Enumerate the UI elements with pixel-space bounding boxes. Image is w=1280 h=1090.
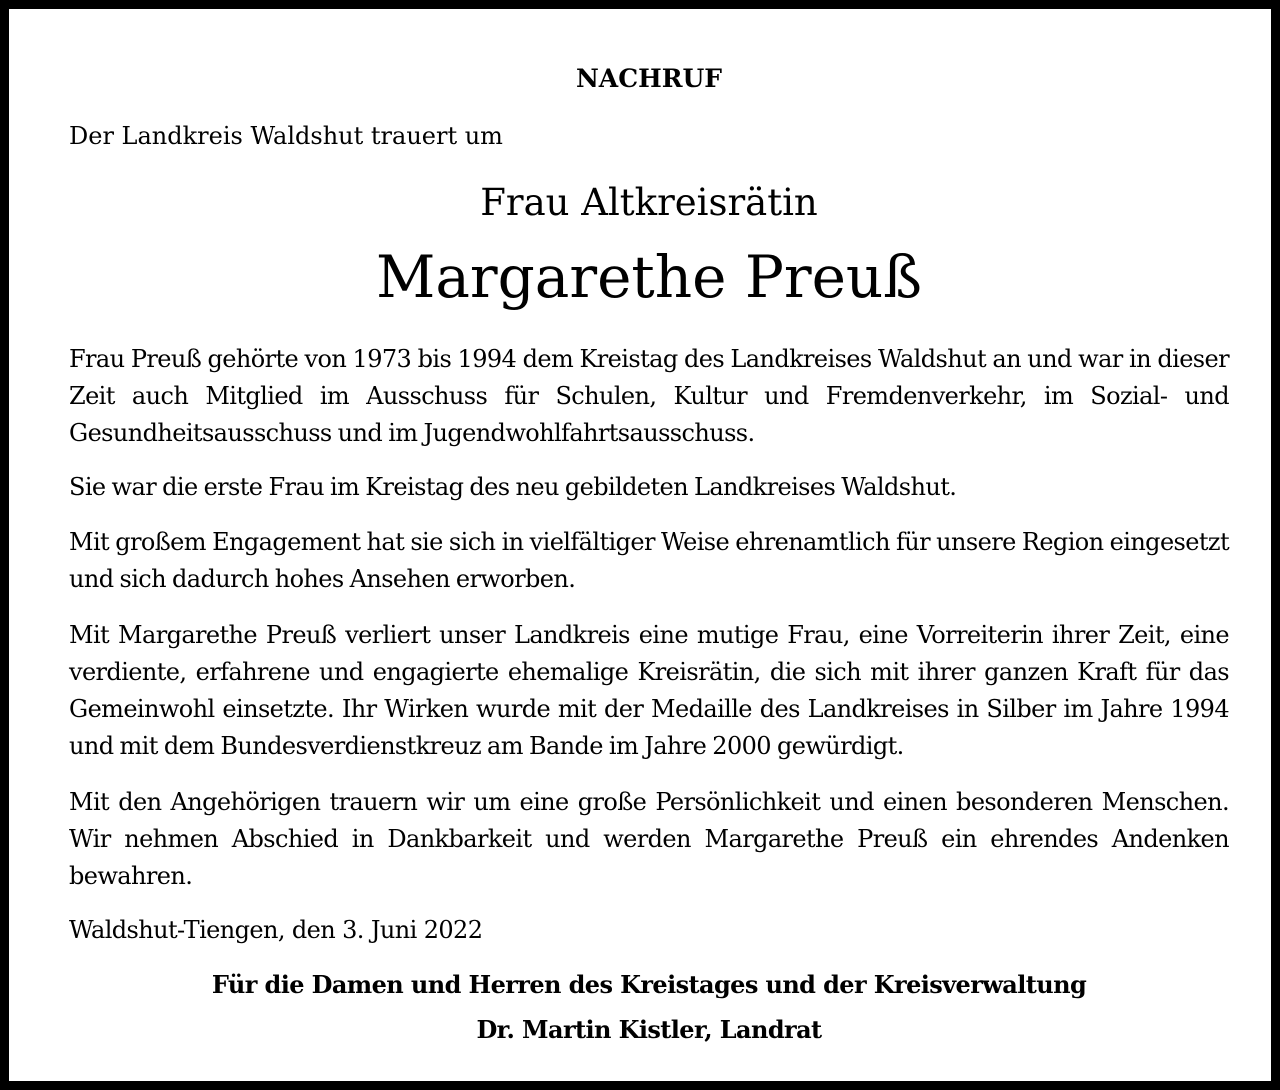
paragraph-engagement: Mit großem Engagement hat sie sich in vielfältiger Weise ehrenamtlich für unsere Region eingesetzt und sich dadurch hohes Ansehen erworben. xyxy=(69,528,1229,593)
paragraph-honors: Mit Margarethe Preuß verliert unser Landkreis eine mutige Frau, eine Vorreiterin ihrer Zeit, eine verdiente, erfahrene und engagierte ehemalige Kreisrätin, die sich mit ihrer ganzen Kraft für das Gemeinwohl einsetzte. Ihr Wirken wurde mit der Medaille des Landkreises in Silber im Jahre 1994 und mit dem Bundesverdienstkreuz am Bande im Jahre 2000 gewürdigt. xyxy=(69,621,1229,760)
notice-intro: Der Landkreis Waldshut trauert um xyxy=(69,122,503,150)
signoff-organization: Für die Damen und Herren des Kreistages und der Kreisverwaltung xyxy=(211,970,1087,999)
paragraph-mourning: Mit den Angehörigen trauern wir um eine große Persönlichkeit und einen besonderen Menschen. Wir nehmen Abschied in Dankbarkeit und werden Margarethe Preuß ein ehrendes Andenken bewahren. xyxy=(69,788,1229,890)
paragraph-service: Frau Preuß gehörte von 1973 bis 1994 dem Kreistag des Landkreises Waldshut an und war in dieser Zeit auch Mitglied im Ausschuss für Schulen, Kultur und Fremdenverkehr, im Sozial- und Gesundheitsausschuss und im Jugendwohlfahrtsausschuss. xyxy=(69,345,1229,447)
deceased-title: Frau Altkreisrätin xyxy=(480,181,818,224)
signoff-signatory: Dr. Martin Kistler, Landrat xyxy=(476,1015,822,1044)
paragraph-first-woman: Sie war die erste Frau im Kreistag des neu gebildeten Landkreises Waldshut. xyxy=(69,473,957,501)
dateline: Waldshut-Tiengen, den 3. Juni 2022 xyxy=(69,916,483,944)
deceased-name: Margarethe Preuß xyxy=(375,243,923,311)
notice-heading: NACHRUF xyxy=(575,64,723,93)
